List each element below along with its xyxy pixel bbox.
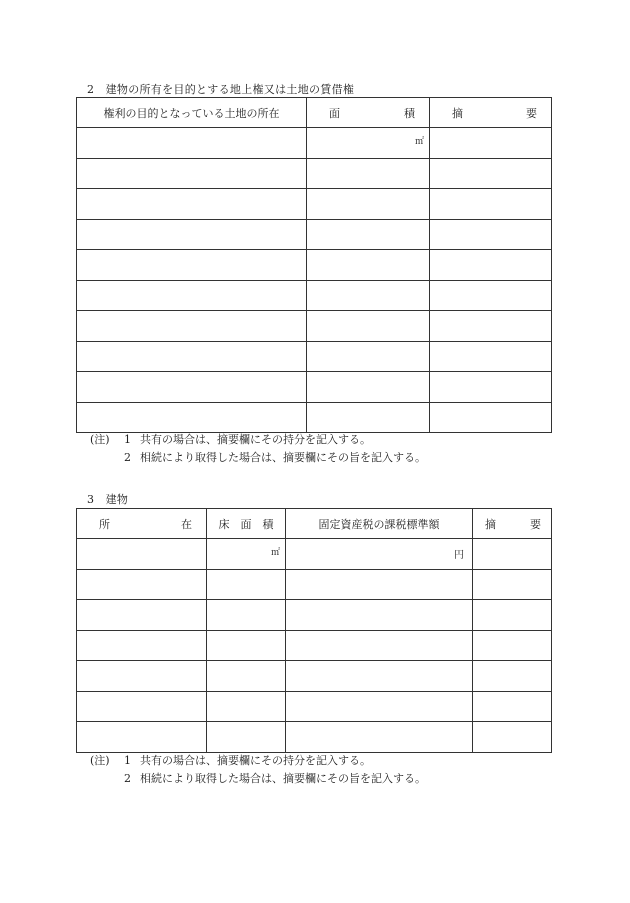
land-location-cell[interactable] [77, 189, 307, 220]
summary-cell[interactable] [430, 402, 552, 433]
header-summary: 摘 要 [473, 509, 552, 539]
summary-cell[interactable] [430, 219, 552, 250]
table-row [77, 691, 552, 722]
section-3-title: 3 建物 [87, 493, 129, 506]
tax-value-cell[interactable] [286, 600, 473, 631]
building-table [76, 508, 552, 753]
header-summary: 摘 要 [430, 98, 552, 128]
table-row [77, 311, 552, 342]
table-row [77, 250, 552, 281]
summary-cell[interactable] [473, 722, 552, 753]
summary-cell[interactable] [473, 539, 552, 570]
area-cell[interactable] [307, 402, 430, 433]
summary-cell[interactable] [430, 158, 552, 189]
summary-cell[interactable] [430, 372, 552, 403]
area-cell[interactable] [307, 219, 430, 250]
summary-cell[interactable] [430, 189, 552, 220]
table-row [77, 280, 552, 311]
header-area: 面 積 [307, 98, 430, 128]
header-floor-area: 床 面 積 [207, 509, 286, 539]
table-row [77, 341, 552, 372]
land-location-cell[interactable] [77, 158, 307, 189]
floor-area-cell[interactable] [207, 539, 286, 570]
area-cell[interactable] [307, 280, 430, 311]
floor-area-cell[interactable] [207, 630, 286, 661]
land-location-cell[interactable] [77, 372, 307, 403]
area-cell[interactable] [307, 158, 430, 189]
land-location-cell[interactable] [77, 219, 307, 250]
table-row [77, 600, 552, 631]
table-row [77, 219, 552, 250]
tax-value-cell[interactable] [286, 630, 473, 661]
header-location: 所 在 [77, 509, 207, 539]
location-cell[interactable] [77, 630, 207, 661]
area-cell[interactable] [307, 311, 430, 342]
floor-area-cell[interactable] [207, 569, 286, 600]
table-row [77, 539, 552, 570]
table-row [77, 661, 552, 692]
summary-cell[interactable] [473, 630, 552, 661]
header-land-location: 権利の目的となっている土地の所在 [77, 98, 307, 128]
section-2-notes [90, 431, 426, 467]
table-row [77, 569, 552, 600]
table-row [77, 402, 552, 433]
table-header-row [77, 509, 552, 539]
table-row [77, 158, 552, 189]
summary-cell[interactable] [430, 250, 552, 281]
area-cell[interactable] [307, 341, 430, 372]
note-2: 2 相続により取得した場合は、摘要欄にその旨を記入する。 [124, 451, 426, 464]
square-meter-unit: ㎡ [414, 137, 424, 147]
table-row [77, 128, 552, 159]
yen-unit: 円 [454, 550, 464, 561]
land-location-cell[interactable] [77, 280, 307, 311]
land-location-cell[interactable] [77, 341, 307, 372]
land-location-cell[interactable] [77, 128, 307, 159]
floor-area-cell[interactable] [207, 722, 286, 753]
location-cell[interactable] [77, 722, 207, 753]
table-header-row [77, 98, 552, 128]
land-location-cell[interactable] [77, 402, 307, 433]
table-row [77, 722, 552, 753]
summary-cell[interactable] [473, 661, 552, 692]
section-3-notes [90, 752, 426, 788]
header-tax-value: 固定資産税の課税標準額 [286, 509, 473, 539]
summary-cell[interactable] [473, 691, 552, 722]
floor-area-cell[interactable] [207, 600, 286, 631]
floor-area-cell[interactable] [207, 691, 286, 722]
location-cell[interactable] [77, 539, 207, 570]
note-1: (注) 1 共有の場合は、摘要欄にその持分を記入する。 [90, 754, 371, 767]
area-cell[interactable] [307, 250, 430, 281]
table-row [77, 630, 552, 661]
summary-cell[interactable] [430, 311, 552, 342]
table-row [77, 372, 552, 403]
summary-cell[interactable] [473, 600, 552, 631]
location-cell[interactable] [77, 661, 207, 692]
summary-cell[interactable] [473, 569, 552, 600]
location-cell[interactable] [77, 600, 207, 631]
tax-value-cell[interactable] [286, 691, 473, 722]
leasehold-table [76, 97, 552, 433]
area-cell[interactable] [307, 128, 430, 159]
tax-value-cell[interactable] [286, 661, 473, 692]
tax-value-cell[interactable] [286, 539, 473, 570]
location-cell[interactable] [77, 691, 207, 722]
summary-cell[interactable] [430, 128, 552, 159]
square-meter-unit: ㎡ [270, 548, 280, 558]
land-location-cell[interactable] [77, 250, 307, 281]
tax-value-cell[interactable] [286, 722, 473, 753]
tax-value-cell[interactable] [286, 569, 473, 600]
section-2-title: 2 建物の所有を目的とする地上権又は土地の賃借権 [87, 83, 355, 96]
land-location-cell[interactable] [77, 311, 307, 342]
note-2: 2 相続により取得した場合は、摘要欄にその旨を記入する。 [124, 772, 426, 785]
summary-cell[interactable] [430, 341, 552, 372]
location-cell[interactable] [77, 569, 207, 600]
note-1: (注) 1 共有の場合は、摘要欄にその持分を記入する。 [90, 433, 371, 446]
area-cell[interactable] [307, 189, 430, 220]
summary-cell[interactable] [430, 280, 552, 311]
floor-area-cell[interactable] [207, 661, 286, 692]
area-cell[interactable] [307, 372, 430, 403]
table-row [77, 189, 552, 220]
